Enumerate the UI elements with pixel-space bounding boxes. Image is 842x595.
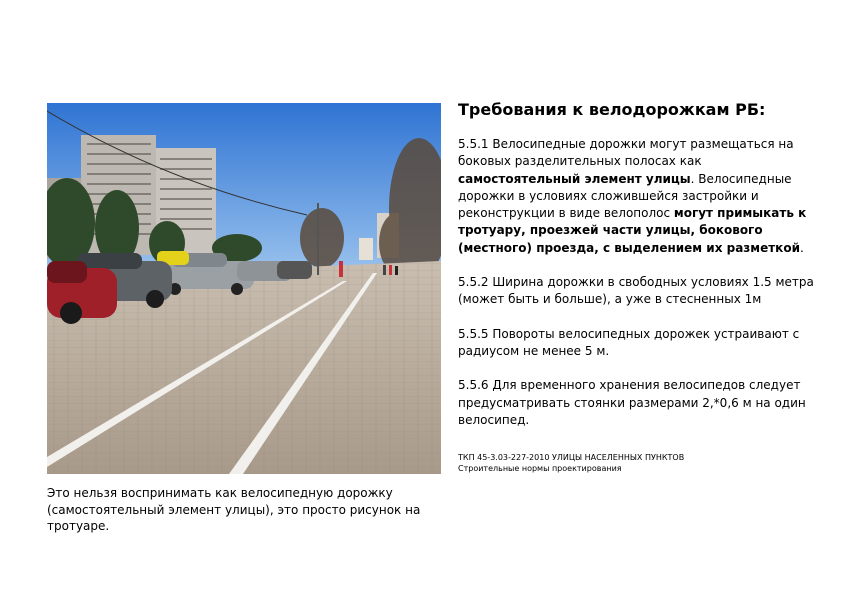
req-551-part1: 5.5.1 Велосипедные дорожки могут размещаться на боковых разделительных полосах как (458, 137, 794, 169)
street-photo (47, 103, 441, 474)
slide-title: Требования к велодорожкам РБ: (458, 100, 766, 119)
requirement-5-5-5: 5.5.5 Повороты велосипедных дорожек устраивают с радиусом не менее 5 м. (458, 326, 800, 358)
source-reference (458, 452, 818, 474)
req-551-part2: . Велосипедные дорожки в условиях сложившейся застройки и реконструкции в виде велополос (458, 171, 792, 221)
source-line-1: ТКП 45-3.03-227-2010 УЛИЦЫ НАСЕЛЕННЫХ ПУНКТОВ (458, 453, 685, 462)
req-551-bold2: могут примыкать к тротуару, проезжей части улицы, бокового (местного) проезда, с выделением их разметкой (458, 206, 807, 255)
req-551-part3: . (799, 240, 804, 255)
photo-caption: Это нельзя воспринимать как велосипедную дорожку (самостоятельный элемент улицы), это просто рисунок на тротуаре. (47, 486, 421, 533)
req-551-bold1: самостоятельный элемент улицы (458, 171, 691, 186)
source-line-2: Строительные нормы проектирования (458, 464, 622, 473)
requirements-text (458, 136, 818, 446)
requirement-5-5-1 (458, 136, 818, 257)
requirement-5-5-6: 5.5.6 Для временного хранения велосипедов следует предусматривать стоянки размерами 2,*0,6 м на один велосипед. (458, 378, 806, 427)
requirement-5-5-2: 5.5.2 Ширина дорожки в свободных условиях 1.5 метра (может быть и больше), а уже в стесненных 1м (458, 275, 814, 307)
